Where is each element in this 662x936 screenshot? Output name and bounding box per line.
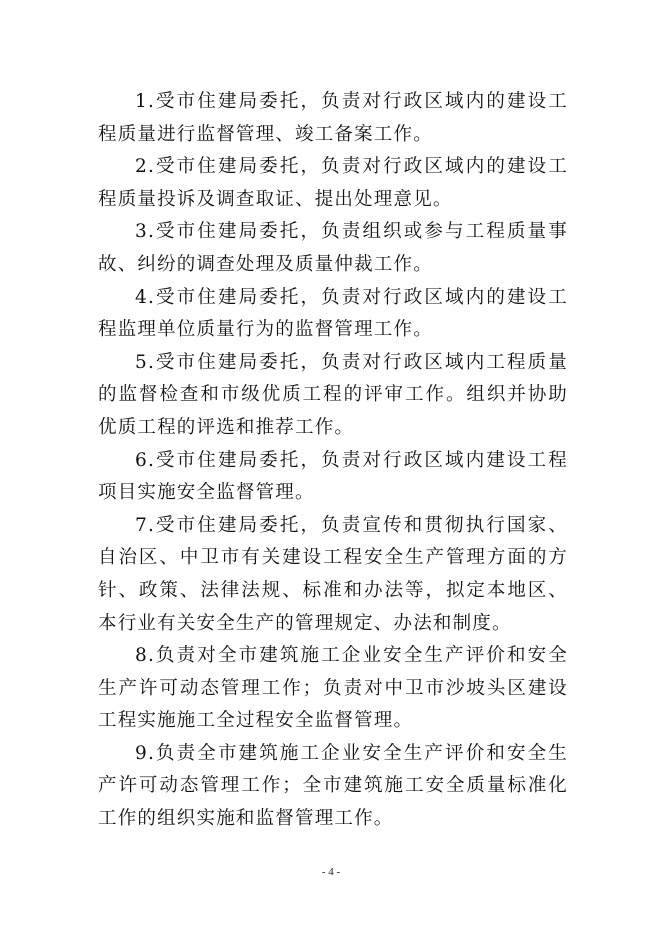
paragraph-item-8: 8.负责对全市建筑施工企业安全生产评价和安全生产许可动态管理工作；负责对中卫市沙坡头区建设工程实施施工全过程安全监督管理。 xyxy=(98,645,568,732)
paragraph-item-7: 7.受市住建局委托，负责宣传和贯彻执行国家、自治区、中卫市有关建设工程安全生产管理方面的方针、政策、法律法规、标准和办法等，拟定本地区、本行业有关安全生产的管理规定、办法和制度。 xyxy=(98,514,568,634)
paragraph-item-4: 4.受市住建局委托，负责对行政区域内的建设工程监理单位质量行为的监督管理工作。 xyxy=(98,286,568,341)
paragraph-item-1: 1.受市住建局委托，负责对行政区域内的建设工程质量进行监督管理、竣工备案工作。 xyxy=(98,91,568,145)
paragraph-item-2: 2.受市住建局委托，负责对行政区域内的建设工程质量投诉及调查取证、提出处理意见。 xyxy=(98,156,568,210)
paragraph-item-3: 3.受市住建局委托，负责组织或参与工程质量事故、纠纷的调查处理及质量仲裁工作。 xyxy=(98,221,568,275)
paragraph-item-5: 5.受市住建局委托，负责对行政区域内工程质量的监督检查和市级优质工程的评审工作。组织并协助优质工程的评选和推荐工作。 xyxy=(98,351,568,438)
page-number: - 4 - xyxy=(321,866,341,878)
paragraph-item-6: 6.受市住建局委托，负责对行政区域内建设工程项目实施安全监督管理。 xyxy=(98,449,568,504)
paragraph-item-9: 9.负责全市建筑施工企业安全生产评价和安全生产许可动态管理工作；全市建筑施工安全质量标准化工作的组织实施和监督管理工作。 xyxy=(98,742,568,830)
document-body xyxy=(98,86,568,836)
